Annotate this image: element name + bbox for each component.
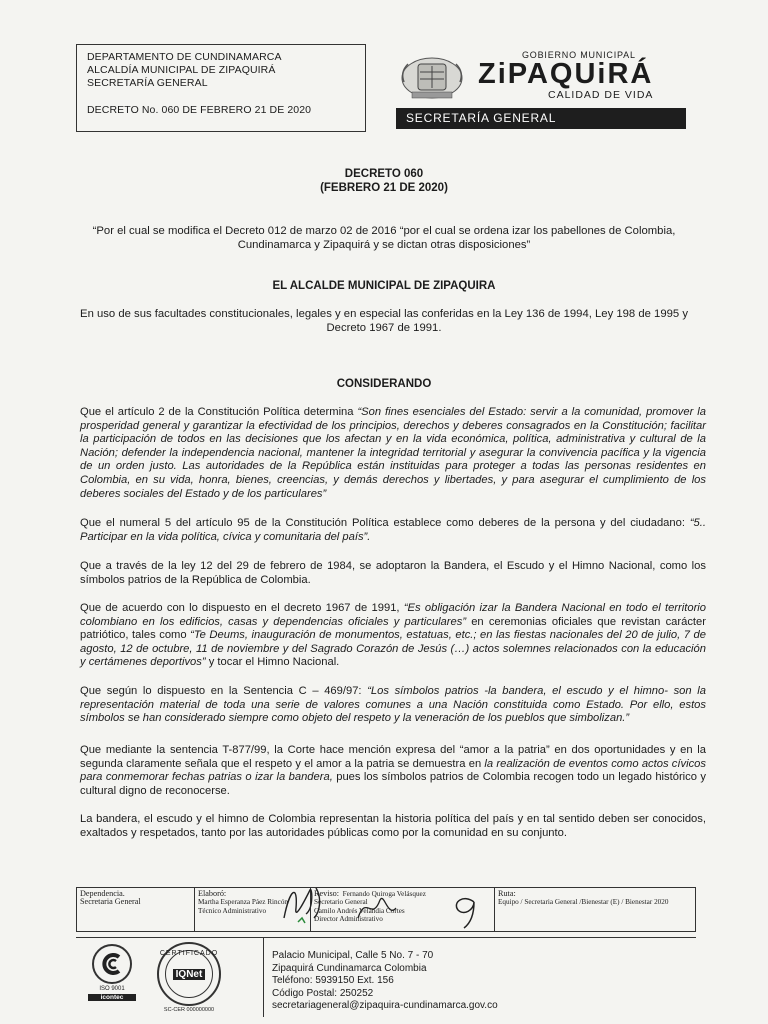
address-phone: Teléfono: 5939150 Ext. 156 — [272, 975, 394, 986]
quote-text: “Te Deums, inauguración de monumentos, estatuas, etc.; en las fiestas nacionales del 20 de julio, 7 de agosto, 12 de octubre, 11 de noviembre y del Sagrado Corazón de Jesús (…) actos solemnes relacionados con la educación y certámenes deportivos” — [80, 629, 706, 669]
header-department: DEPARTAMENTO DE CUNDINAMARCA — [87, 51, 282, 63]
paragraph-simbolos: La bandera, el escudo y el himno de Colombia representan la historia política del país y en tal sentido deben ser conocidos, exaltados y respetados, tanto por las autoridades públicas como por la comunidad en su conjunto. — [80, 813, 706, 839]
quote-text: “Los símbolos patrios -la bandera, el escudo y el himno- son la representación material de toda una serie de valores comunes a una Nación constituida como Estado. Por ello, estos símbolos se han considerado siempre como objeto del respeto y la veneración de los pueblos que simbolizan.” — [80, 685, 706, 725]
calidad-de-vida-label: CALIDAD DE VIDA — [548, 89, 654, 101]
paragraph-constitucion-art95 — [80, 517, 706, 544]
certificado-label: CERTIFICADO — [159, 950, 219, 957]
cert-code-label: SC-CER 000000000 — [163, 1007, 215, 1013]
paragraph-sentencia-t877 — [80, 744, 706, 798]
ruta-label: Ruta: — [498, 889, 516, 898]
iqnet-label: IQNet — [173, 969, 206, 980]
paragraph-text: Que según lo dispuesto en la Sentencia C – 469/97: — [80, 685, 368, 697]
icontec-seal-icon — [92, 944, 132, 984]
elaboro-label: Elaboró: — [198, 889, 227, 898]
reviso-role-2: Director Administrativo — [314, 915, 383, 924]
paragraph-text: pues los símbolos patrios de Colombia recogen todo un legado histórico y cultural digno de reconocerse. — [80, 771, 706, 797]
elaboro-role: Técnico Administrativo — [198, 906, 267, 915]
reviso-name-2: Camilo Andrés Velandia Cortes — [314, 906, 405, 915]
signature-initial-icon — [444, 892, 484, 932]
dependencia-cell — [77, 888, 195, 931]
paragraph-text: Que mediante la sentencia T-877/99, la Corte hace mención expresa del “amor a la patria” en dos oportunidades y en la segunda claramente señala que el respeto y el amor a la patria se demuestra en — [80, 744, 706, 770]
paragraph-constitucion-art2 — [80, 406, 706, 501]
signature-reviso-icon — [352, 888, 412, 928]
decree-authority: EL ALCALDE MUNICIPAL DE ZIPAQUIRA — [272, 280, 496, 292]
icontec-label: icontec — [88, 994, 136, 1001]
reviso-label: Reviso: — [314, 889, 340, 898]
paragraph-decreto-1967 — [80, 602, 706, 670]
paragraph-text: Que el artículo 2 de la Constitución Política determina — [80, 406, 358, 418]
decree-faculties: En uso de sus facultades constitucionales, legales y en especial las conferidas en la Ley 136 de 1994, Ley 198 de 1995 y Decreto 1967 de 1991. — [80, 308, 688, 334]
reviso-name: Fernando Quiroga Velásquez — [342, 890, 426, 898]
paragraph-text: y tocar el Himno Nacional. — [205, 656, 340, 669]
paragraph-text: Que el numeral 5 del artículo 95 de la Constitución Política establece como deberes de la persona y del ciudadano: — [80, 517, 690, 529]
address-email: secretariageneral@zipaquira-cundinamarca.gov.co — [272, 1000, 498, 1011]
icontec-swirl-icon — [99, 951, 125, 977]
header-info-box — [76, 44, 366, 132]
address-postal-code: Código Postal: 250252 — [272, 987, 374, 999]
reviso-role: Secretario General — [314, 898, 368, 907]
dependencia-label: Dependencia. — [80, 889, 125, 898]
paragraph-ley-12: Que a través de la ley 12 del 29 de febrero de 1984, se adoptaron la Bandera, el Escudo y el Himno Nacional, como los símbolos patrios de la República de Colombia. — [80, 560, 706, 586]
quote-text: “Es obligación izar la Bandera Nacional en todo el territorio colombiano en los edificios, casas y dependencias oficiales y particulares” — [80, 602, 707, 628]
secretaria-general-bar: SECRETARÍA GENERAL — [396, 108, 686, 129]
header-decreto-number: DECRETO No. 060 DE FEBRERO 21 DE 2020 — [87, 104, 312, 116]
footer-address — [272, 950, 498, 1013]
iqnet-logo — [152, 942, 226, 1014]
dependencia-value: Secretaria General — [80, 897, 141, 907]
paragraph-text: Que de acuerdo con lo dispuesto en el decreto 1967 de 1991, — [80, 602, 404, 614]
paragraph-text: en ceremonias oficiales que revistan carácter patriótico, tales como — [80, 615, 706, 642]
address-city: Zipaquirá Cundinamarca Colombia — [272, 962, 427, 974]
ruta-cell — [495, 888, 695, 931]
elaboro-name: Martha Esperanza Páez Rincón — [198, 898, 289, 907]
iso-label: ISO 9001 — [99, 986, 125, 992]
iso-icontec-logo — [88, 944, 136, 1008]
iqnet-seal-icon — [157, 942, 221, 1006]
header-alcaldia: ALCALDÍA MUNICIPAL DE ZIPAQUIRÁ — [87, 64, 276, 76]
header-secretaria: SECRETARÍA GENERAL — [87, 77, 208, 89]
footer-divider — [263, 937, 264, 1017]
decree-date: (FEBRERO 21 DE 2020) — [320, 182, 448, 194]
address-line: Palacio Municipal, Calle 5 No. 7 - 70 — [272, 950, 434, 961]
considerando-heading: CONSIDERANDO — [336, 378, 432, 390]
zipaquira-logo-text: ZiPAQUiRÁ — [478, 58, 654, 90]
signature-elaboro-icon — [276, 878, 346, 928]
gobierno-municipal-label: GOBIERNO MUNICIPAL — [522, 50, 636, 60]
decree-title: DECRETO 060 — [344, 168, 424, 180]
paragraph-sentencia-c469 — [80, 685, 706, 726]
quote-text: “5.. Participar en la vida política, cívica y comunitaria del país”. — [80, 517, 706, 543]
quote-text: “Son fines esenciales del Estado: servir a la comunidad, promover la prosperidad general y garantizar la efectividad de los principios, derechos y deberes consagrados en la Constitución; facilitar la participación de todos en las decisiones que los afectan y en la vida económica, política, administrativa y cultural de la Nación; defender la independencia nacional, mantener la integridad territorial y asegurar la convivencia pacífica y la vigencia de un orden justo. Las autoridades de la República están instituidas para proteger a todas las personas residentes en Colombia, en su vida, honra, bienes, creencias, y demás derechos y libertades, y para asegurar el cumplimiento de los deberes sociales del Estado y de los particulares” — [80, 406, 706, 500]
quote-text: la realización de eventos como actos cívicos para conmemorar fechas patrias o izar la bandera, — [80, 757, 706, 784]
decree-subject: “Por el cual se modifica el Decreto 012 de marzo 02 de 2016 “por el cual se ordena izar los pabellones de Colombia, Cundinamarca y Zipaquirá y se dictan otras disposiciones” — [92, 225, 676, 251]
ruta-value: Equipo / Secretaria General /Bienestar (E) / Bienestar 2020 — [498, 898, 669, 907]
municipal-crest-icon — [398, 52, 466, 102]
